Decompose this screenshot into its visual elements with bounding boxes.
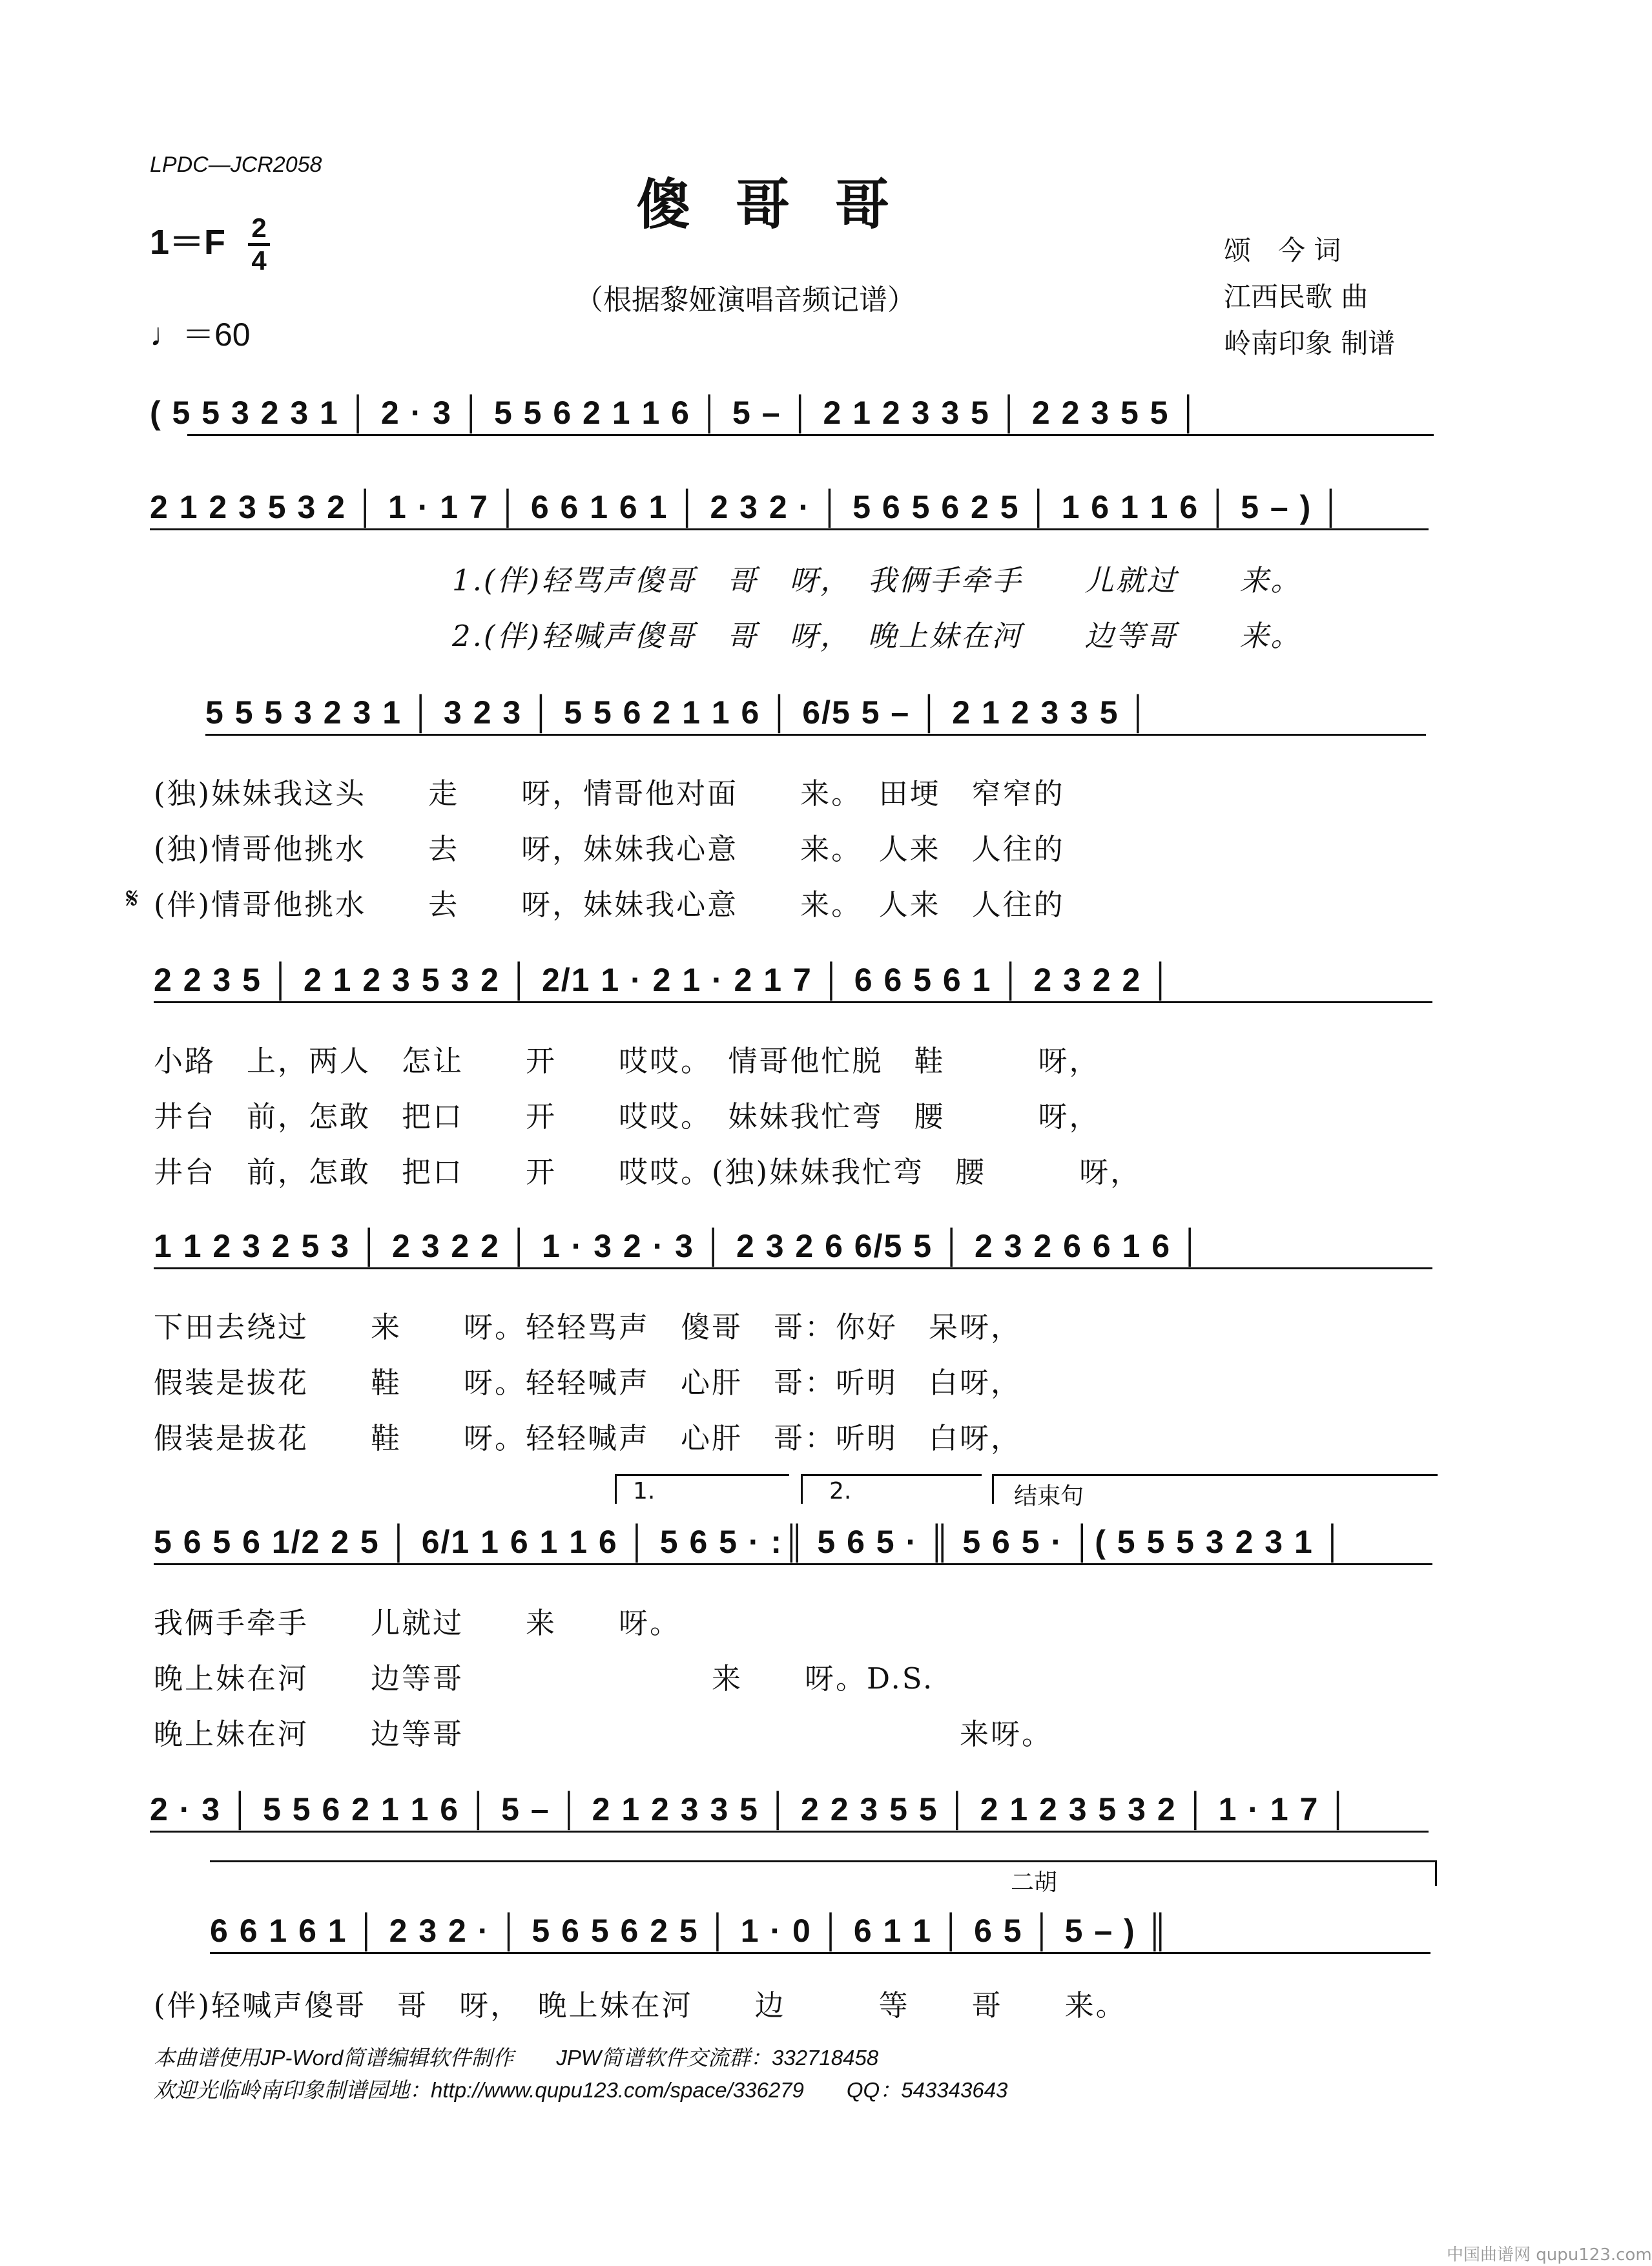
footer-line-1: 本曲谱使用JP-Word简谱编辑软件制作 JPW简谱软件交流群：332718458 xyxy=(154,2046,879,2070)
ending-label: 结束句 xyxy=(1014,1483,1084,1510)
notation-row-6: 5 6 5 6 1/2 2 5 │ 6/1 1 6 1 1 6 │ 5 6 5 · :║ 5 6 5 · ║ 5 6 5 · │( 5 5 5 3 2 3 1 │ xyxy=(154,1524,1345,1560)
credits xyxy=(1224,227,1395,367)
notation-row-5: 1 1 2 3 2 5 3 │ 2 3 2 2 │ 1 · 3 2 · 3 │ 2 3 2 6 6/5 5 │ 2 3 2 6 6 1 6 │ xyxy=(154,1228,1203,1264)
ending-bracket xyxy=(992,1474,1438,1476)
erhu-label: 二胡 xyxy=(1011,1869,1058,1896)
lyric-row-4-verse-1: 小路 上，两人 怎让 开 哎哎。 情哥他忙脱 鞋 呀， xyxy=(154,1044,1100,1078)
beam-line xyxy=(210,1952,1430,1954)
beam-line xyxy=(150,528,1429,530)
beam-line xyxy=(154,1267,1432,1269)
beam-line xyxy=(150,1831,1429,1833)
lyric-row-3-verse-2: (独)情哥他挑水 去 呀，妹妹我心意 来。 人来 人往的 xyxy=(154,832,1065,866)
lyric-row-6-verse-1: 我俩手牵手 儿就过 来 呀。 xyxy=(154,1606,681,1640)
time-bottom: 4 xyxy=(251,245,267,276)
lyric-row-5-verse-3: 假装是拔花 鞋 呀。轻轻喊声 心肝 哥：听明 白呀， xyxy=(154,1421,1022,1455)
footer-line-2: 欢迎光临岭南印象制谱园地：http://www.qupu123.com/space/336279 QQ：543343643 xyxy=(154,2078,1008,2102)
watermark-logo: 中国曲谱网 qupu123.com xyxy=(1447,2245,1652,2265)
beam-line xyxy=(187,434,1434,436)
notation-row-8: 6 6 1 6 1 │ 2 3 2 · │ 5 6 5 6 2 5 │ 1 · 0 │ 6 1 1 │ 6 5 │ 5 – ) ║ xyxy=(210,1913,1170,1949)
volta-bracket-2-edge xyxy=(801,1474,803,1504)
volta-bracket-1 xyxy=(615,1474,789,1476)
lyric-row-5-verse-1: 下田去绕过 来 呀。轻轻骂声 傻哥 哥：你好 呆呀， xyxy=(154,1310,1022,1344)
lyric-row-2-verse-1: 1.(伴)轻骂声傻哥 哥 呀， 我俩手牵手 儿就过 来。 xyxy=(452,563,1302,598)
notation-row-4: 2 2 3 5 │ 2 1 2 3 5 3 2 │ 2/1 1 · 2 1 · 2 1 7 │ 6 6 5 6 1 │ 2 3 2 2 │ xyxy=(154,962,1173,998)
beam-line xyxy=(154,1563,1432,1565)
volta-bracket-1-edge xyxy=(615,1474,617,1504)
lyric-row-8-verse-1: (伴)轻喊声傻哥 哥 呀， 晚上妹在河 边 等 哥 来。 xyxy=(154,1988,1127,2022)
time-top: 2 xyxy=(251,213,267,243)
notation-row-3: 5 5 5 3 2 3 1 │ 3 2 3 │ 5 5 6 2 1 1 6 │ 6/5 5 – │ 2 1 2 3 3 5 │ xyxy=(205,694,1151,731)
segno-icon: 𝄋 xyxy=(126,881,141,915)
beam-line xyxy=(205,734,1426,736)
lyric-row-2-verse-2: 2.(伴)轻喊声傻哥 哥 呀， 晚上妹在河 边等哥 来。 xyxy=(452,619,1302,653)
volta-bracket-2 xyxy=(801,1474,982,1476)
lyric-row-4-verse-2: 井台 前，怎敢 把口 开 哎哎。 妹妹我忙弯 腰 呀， xyxy=(154,1099,1100,1134)
notation-row-1: ( 5 5 3 2 3 1 │ 2 · 3 │ 5 5 6 2 1 1 6 │ 5 – │ 2 1 2 3 3 5 │ 2 2 3 5 5 │ xyxy=(150,395,1201,431)
score-code: LPDC—JCR2058 xyxy=(150,152,322,177)
volta-1-label: 1. xyxy=(633,1478,656,1504)
ending-bracket-edge xyxy=(992,1474,994,1504)
page-title: 傻哥哥 xyxy=(636,172,935,236)
notation-row-7: 2 · 3 │ 5 5 6 2 1 1 6 │ 5 – │ 2 1 2 3 3 5 │ 2 2 3 5 5 │ 2 1 2 3 5 3 2 │ 1 · 1 7 │ xyxy=(150,1791,1351,1827)
lyric-row-3-verse-1: (独)妹妹我这头 走 呀，情哥他对面 来。 田埂 窄窄的 xyxy=(154,776,1065,811)
key-label: 1＝F xyxy=(150,222,226,262)
subtitle: （根据黎娅演唱音频记谱） xyxy=(575,284,916,317)
lyric-row-5-verse-2: 假装是拔花 鞋 呀。轻轻喊声 心肝 哥：听明 白呀， xyxy=(154,1366,1022,1400)
key-signature xyxy=(150,213,270,276)
composer: 江西民歌 曲 xyxy=(1224,281,1368,313)
beam-line xyxy=(154,1001,1432,1003)
lyric-row-3-verse-3: (伴)情哥他挑水 去 呀，妹妹我心意 来。 人来 人往的 xyxy=(154,888,1065,922)
lyric-row-6-verse-2: 晚上妹在河 边等哥 来 呀。D.S. xyxy=(154,1661,934,1696)
notation-row-2: 2 1 2 3 5 3 2 │ 1 · 1 7 │ 6 6 1 6 1 │ 2 3 2 · │ 5 6 5 6 2 5 │ 1 6 1 1 6 │ 5 – ) │ xyxy=(150,489,1344,525)
lyric-row-4-verse-3: 井台 前，怎敢 把口 开 哎哎。(独)妹妹我忙弯 腰 呀， xyxy=(154,1155,1142,1189)
instrument-bracket xyxy=(210,1860,1437,1862)
time-signature xyxy=(248,213,270,276)
arranger: 岭南印象 制谱 xyxy=(1224,327,1396,359)
lyric-row-6-verse-3: 晚上妹在河 边等哥 来呀。 xyxy=(154,1717,1053,1751)
lyricist: 颂 今 词 xyxy=(1224,234,1341,266)
instrument-bracket-edge xyxy=(1435,1860,1437,1886)
tempo-mark: ♩＝60 xyxy=(150,317,251,353)
volta-2-label: 2. xyxy=(829,1478,852,1504)
